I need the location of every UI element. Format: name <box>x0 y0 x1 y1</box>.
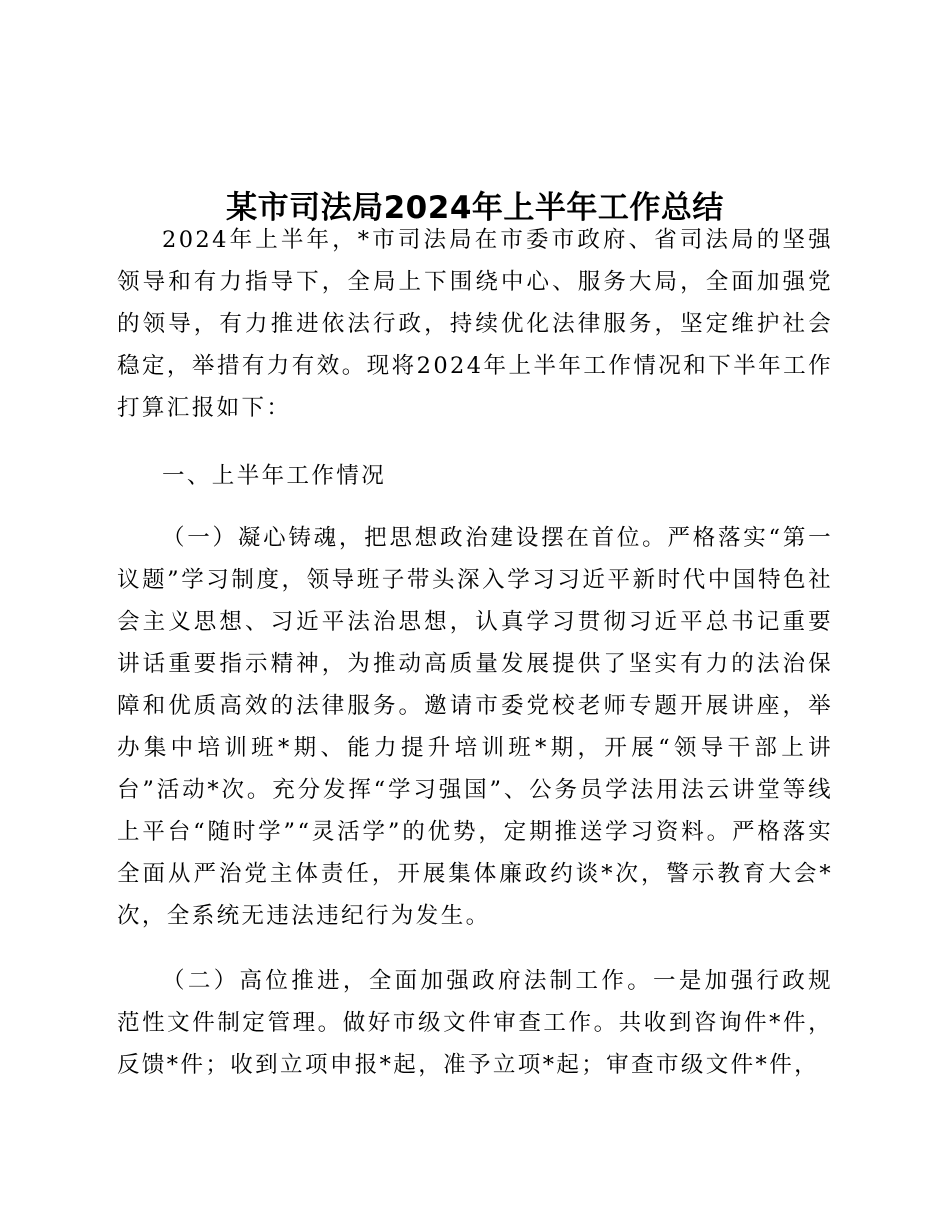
intro-paragraph: 2024年上半年，*市司法局在市委市政府、省司法局的坚强领导和有力指导下，全局上下围绕中心、服务大局，全面加强党的领导，有力推进依法行政，持续优化法律服务，坚定维护社会稳定，举措有力有效。现将2024年上半年工作情况和下半年工作打算汇报如下： <box>117 227 833 421</box>
document-body <box>117 219 833 1086</box>
section-heading-1: 一、上半年工作情况 <box>162 463 387 489</box>
section-2-paragraph: （二）高位推进，全面加强政府法制工作。一是加强行政规范性文件制定管理。做好市级文件审查工作。共收到咨询件*件，反馈*件；收到立项申报*起，准予立项*起；审查市级文件*件， <box>117 968 833 1078</box>
section-1-paragraph: （一）凝心铸魂，把思想政治建设摆在首位。严格落实“第一议题”学习制度，领导班子带头深入学习习近平新时代中国特色社会主义思想、习近平法治思想，认真学习贯彻习近平总书记重要讲话重要指示精神，为推动高质量发展提供了坚实有力的法治保障和优质高效的法律服务。邀请市委党校老师专题开展讲座，举办集中培训班*期、能力提升培训班*期，开展“领导干部上讲台”活动*次。充分发挥“学习强国”、公务员学法用法云讲堂等线上平台“随时学”“灵活学”的优势，定期推送学习资料。严格落实全面从严治党主体责任，开展集体廉政约谈*次，警示教育大会*次，全系统无违法违纪行为发生。 <box>117 525 833 929</box>
document-title: 某市司法局2024年上半年工作总结 <box>226 190 724 226</box>
